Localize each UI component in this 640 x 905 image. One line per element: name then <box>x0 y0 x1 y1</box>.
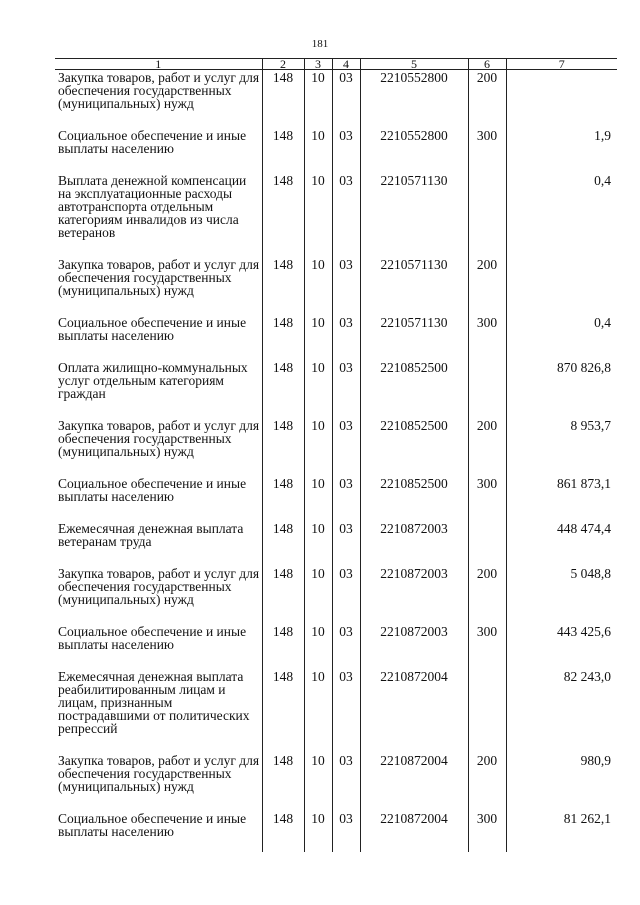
row-col3-cell: 10 <box>304 419 332 477</box>
table-row <box>55 812 617 852</box>
table-row <box>55 174 617 258</box>
row-code-cell: 2210571130 <box>360 174 468 258</box>
header-col-2: 2 <box>262 59 304 70</box>
row-code-cell: 2210872004 <box>360 812 468 852</box>
row-col4-cell: 03 <box>332 316 360 361</box>
row-type-cell: 200 <box>468 567 506 625</box>
row-code-cell: 2210872004 <box>360 754 468 812</box>
table-row <box>55 754 617 812</box>
row-col3-cell: 10 <box>304 174 332 258</box>
row-type-cell: 300 <box>468 477 506 522</box>
row-type-cell <box>468 670 506 754</box>
row-col2-cell: 148 <box>262 316 304 361</box>
row-type-cell: 300 <box>468 316 506 361</box>
row-col4-cell: 03 <box>332 129 360 174</box>
header-row <box>55 59 617 70</box>
row-col4-cell: 03 <box>332 670 360 754</box>
row-col3-cell: 10 <box>304 258 332 316</box>
row-code-cell: 2210571130 <box>360 258 468 316</box>
row-name-cell: Социальное обеспечение и иные выплаты населению <box>58 624 247 652</box>
row-code-cell: 2210852500 <box>360 361 468 419</box>
row-name-cell: Закупка товаров, работ и услуг для обеспечения государственных (муниципальных) нужд <box>58 418 260 459</box>
row-amount-cell: 5 048,8 <box>506 567 617 625</box>
row-col3-cell: 10 <box>304 812 332 852</box>
row-col4-cell: 03 <box>332 522 360 567</box>
row-code-cell: 2210872003 <box>360 567 468 625</box>
table-body <box>55 70 617 853</box>
header-col-6: 6 <box>468 59 506 70</box>
row-col4-cell: 03 <box>332 361 360 419</box>
row-col4-cell: 03 <box>332 812 360 852</box>
row-amount-cell: 8 953,7 <box>506 419 617 477</box>
header-col-1: 1 <box>55 59 262 70</box>
row-col4-cell: 03 <box>332 419 360 477</box>
row-type-cell <box>468 174 506 258</box>
row-name-cell: Закупка товаров, работ и услуг для обеспечения государственных (муниципальных) нужд <box>58 566 260 607</box>
row-col4-cell: 03 <box>332 174 360 258</box>
table-row <box>55 316 617 361</box>
table-row <box>55 477 617 522</box>
table-row <box>55 70 617 130</box>
row-amount-cell: 448 474,4 <box>506 522 617 567</box>
row-type-cell <box>468 361 506 419</box>
row-col2-cell: 148 <box>262 70 304 130</box>
row-amount-cell: 870 826,8 <box>506 361 617 419</box>
row-col2-cell: 148 <box>262 522 304 567</box>
row-col3-cell: 10 <box>304 129 332 174</box>
table-row <box>55 258 617 316</box>
budget-table-container <box>55 58 617 852</box>
row-type-cell: 300 <box>468 129 506 174</box>
row-name-cell: Закупка товаров, работ и услуг для обеспечения государственных (муниципальных) нужд <box>58 70 260 111</box>
row-col4-cell: 03 <box>332 258 360 316</box>
row-col2-cell: 148 <box>262 812 304 852</box>
row-col3-cell: 10 <box>304 70 332 130</box>
row-name-cell: Выплата денежной компенсации на эксплуатационные расходы автотранспорта отдельным категориям инвалидов из числа ветеранов <box>58 173 247 240</box>
row-name-cell: Закупка товаров, работ и услуг для обеспечения государственных (муниципальных) нужд <box>58 753 260 794</box>
header-col-5: 5 <box>360 59 468 70</box>
table-row <box>55 361 617 419</box>
row-col2-cell: 148 <box>262 477 304 522</box>
row-name-cell: Оплата жилищно-коммунальных услуг отдельным категориям граждан <box>58 360 248 401</box>
table-row <box>55 625 617 670</box>
row-col2-cell: 148 <box>262 174 304 258</box>
row-amount-cell <box>506 258 617 316</box>
table-row <box>55 670 617 754</box>
row-col4-cell: 03 <box>332 625 360 670</box>
row-code-cell: 2210872003 <box>360 625 468 670</box>
table-row <box>55 522 617 567</box>
row-col2-cell: 148 <box>262 258 304 316</box>
row-name-cell: Закупка товаров, работ и услуг для обеспечения государственных (муниципальных) нужд <box>58 257 260 298</box>
row-name-cell: Социальное обеспечение и иные выплаты населению <box>58 128 247 156</box>
row-col4-cell: 03 <box>332 70 360 130</box>
row-col3-cell: 10 <box>304 361 332 419</box>
row-col3-cell: 10 <box>304 670 332 754</box>
row-type-cell: 200 <box>468 258 506 316</box>
row-name-cell: Социальное обеспечение и иные выплаты населению <box>58 315 247 343</box>
row-type-cell: 200 <box>468 419 506 477</box>
row-code-cell: 2210571130 <box>360 316 468 361</box>
row-col3-cell: 10 <box>304 477 332 522</box>
row-type-cell: 200 <box>468 754 506 812</box>
row-code-cell: 2210852500 <box>360 477 468 522</box>
row-amount-cell: 82 243,0 <box>506 670 617 754</box>
page-number: 181 <box>311 38 329 50</box>
table-row <box>55 419 617 477</box>
header-col-4: 4 <box>332 59 360 70</box>
row-type-cell: 300 <box>468 812 506 852</box>
row-col2-cell: 148 <box>262 361 304 419</box>
row-amount-cell: 81 262,1 <box>506 812 617 852</box>
table-row <box>55 129 617 174</box>
row-amount-cell: 0,4 <box>506 316 617 361</box>
row-col2-cell: 148 <box>262 129 304 174</box>
row-code-cell: 2210552800 <box>360 129 468 174</box>
row-code-cell: 2210552800 <box>360 70 468 130</box>
row-amount-cell: 861 873,1 <box>506 477 617 522</box>
row-col2-cell: 148 <box>262 670 304 754</box>
row-col2-cell: 148 <box>262 419 304 477</box>
row-col4-cell: 03 <box>332 567 360 625</box>
row-code-cell: 2210872003 <box>360 522 468 567</box>
row-amount-cell: 980,9 <box>506 754 617 812</box>
row-name-cell: Социальное обеспечение и иные выплаты населению <box>58 811 247 839</box>
row-amount-cell: 443 425,6 <box>506 625 617 670</box>
row-type-cell: 300 <box>468 625 506 670</box>
row-col2-cell: 148 <box>262 625 304 670</box>
table-row <box>55 567 617 625</box>
row-name-cell: Ежемесячная денежная выплата реабилитированным лицам и лицам, признанным пострадавшими от политических репрессий <box>58 669 250 736</box>
row-col4-cell: 03 <box>332 754 360 812</box>
row-type-cell <box>468 522 506 567</box>
row-col3-cell: 10 <box>304 625 332 670</box>
row-col3-cell: 10 <box>304 567 332 625</box>
row-name-cell: Ежемесячная денежная выплата ветеранам труда <box>58 521 244 549</box>
row-amount-cell: 1,9 <box>506 129 617 174</box>
row-name-cell: Социальное обеспечение и иные выплаты населению <box>58 476 247 504</box>
row-amount-cell: 0,4 <box>506 174 617 258</box>
row-code-cell: 2210852500 <box>360 419 468 477</box>
row-amount-cell <box>506 70 617 130</box>
budget-table <box>55 58 617 852</box>
row-type-cell: 200 <box>468 70 506 130</box>
row-col2-cell: 148 <box>262 754 304 812</box>
row-col2-cell: 148 <box>262 567 304 625</box>
row-code-cell: 2210872004 <box>360 670 468 754</box>
row-col3-cell: 10 <box>304 316 332 361</box>
table-header <box>55 59 617 70</box>
row-col4-cell: 03 <box>332 477 360 522</box>
header-col-3: 3 <box>304 59 332 70</box>
row-col3-cell: 10 <box>304 522 332 567</box>
row-col3-cell: 10 <box>304 754 332 812</box>
header-col-7: 7 <box>506 59 617 70</box>
